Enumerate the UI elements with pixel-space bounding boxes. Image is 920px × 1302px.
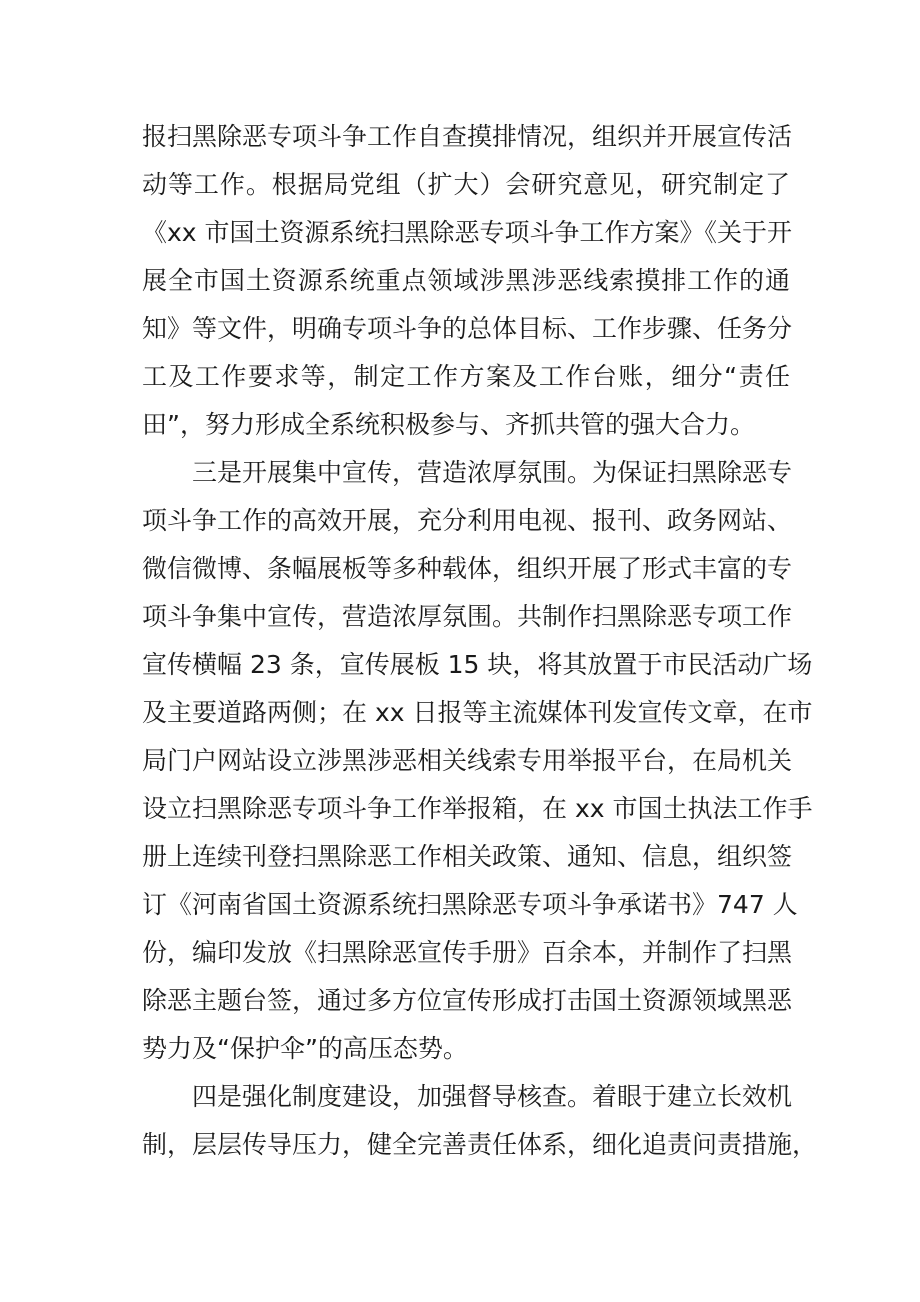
- text-line: 宣传横幅 23 条，宣传展板 15 块，将其放置于市民活动广场: [142, 650, 813, 679]
- text-line: 田”，努力形成全系统积极参与、齐抓共管的强大合力。: [142, 410, 755, 439]
- text-line: 订《河南省国土资源系统扫黑除恶专项斗争承诺书》747 人: [142, 890, 798, 919]
- paragraph-3: [142, 1073, 818, 1169]
- text-line: 四是强化制度建设，加强督导核查。着眼于建立长效机: [192, 1082, 793, 1111]
- text-line: 局门户网站设立涉黑涉恶相关线索专用举报平台，在局机关: [142, 746, 793, 775]
- text-line: 项斗争工作的高效开展，充分利用电视、报刊、政务网站、: [142, 506, 793, 535]
- text-line: 工及工作要求等，制定工作方案及工作台账，细分“责任: [142, 362, 790, 391]
- text-line: 三是开展集中宣传，营造浓厚氛围。为保证扫黑除恶专: [192, 458, 793, 487]
- text-line: 动等工作。根据局党组（扩大）会研究意见，研究制定了: [142, 170, 790, 199]
- text-line: 项斗争集中宣传，营造浓厚氛围。共制作扫黑除恶专项工作: [142, 602, 793, 631]
- paragraph-1: [142, 113, 793, 449]
- text-line: 知》等文件，明确专项斗争的总体目标、工作步骤、任务分: [142, 314, 793, 343]
- paragraph-2: [142, 449, 813, 1073]
- text-line: 及主要道路两侧；在 xx 日报等主流媒体刊发宣传文章，在市: [142, 698, 813, 727]
- text-line: 册上连续刊登扫黑除恶工作相关政策、通知、信息，组织签: [142, 842, 793, 871]
- text-line: 报扫黑除恶专项斗争工作自查摸排情况，组织并开展宣传活: [142, 122, 793, 151]
- text-line: 除恶主题台签，通过多方位宣传形成打击国土资源领域黑恶: [142, 986, 793, 1015]
- text-line: 势力及“保护伞”的高压态势。: [142, 1034, 468, 1063]
- text-line: 《xx 市国土资源系统扫黑除恶专项斗争工作方案》《关于开: [142, 218, 793, 247]
- text-line: 制，层层传导压力，健全完善责任体系，细化追责问责措施，: [142, 1130, 818, 1159]
- text-line: 份，编印发放《扫黑除恶宣传手册》百余本，并制作了扫黑: [142, 938, 793, 967]
- document-body: [142, 113, 818, 1169]
- text-line: 设立扫黑除恶专项斗争工作举报箱，在 xx 市国土执法工作手: [142, 794, 813, 823]
- text-line: 微信微博、条幅展板等多种载体，组织开展了形式丰富的专: [142, 554, 793, 583]
- text-line: 展全市国土资源系统重点领域涉黑涉恶线索摸排工作的通: [142, 266, 790, 295]
